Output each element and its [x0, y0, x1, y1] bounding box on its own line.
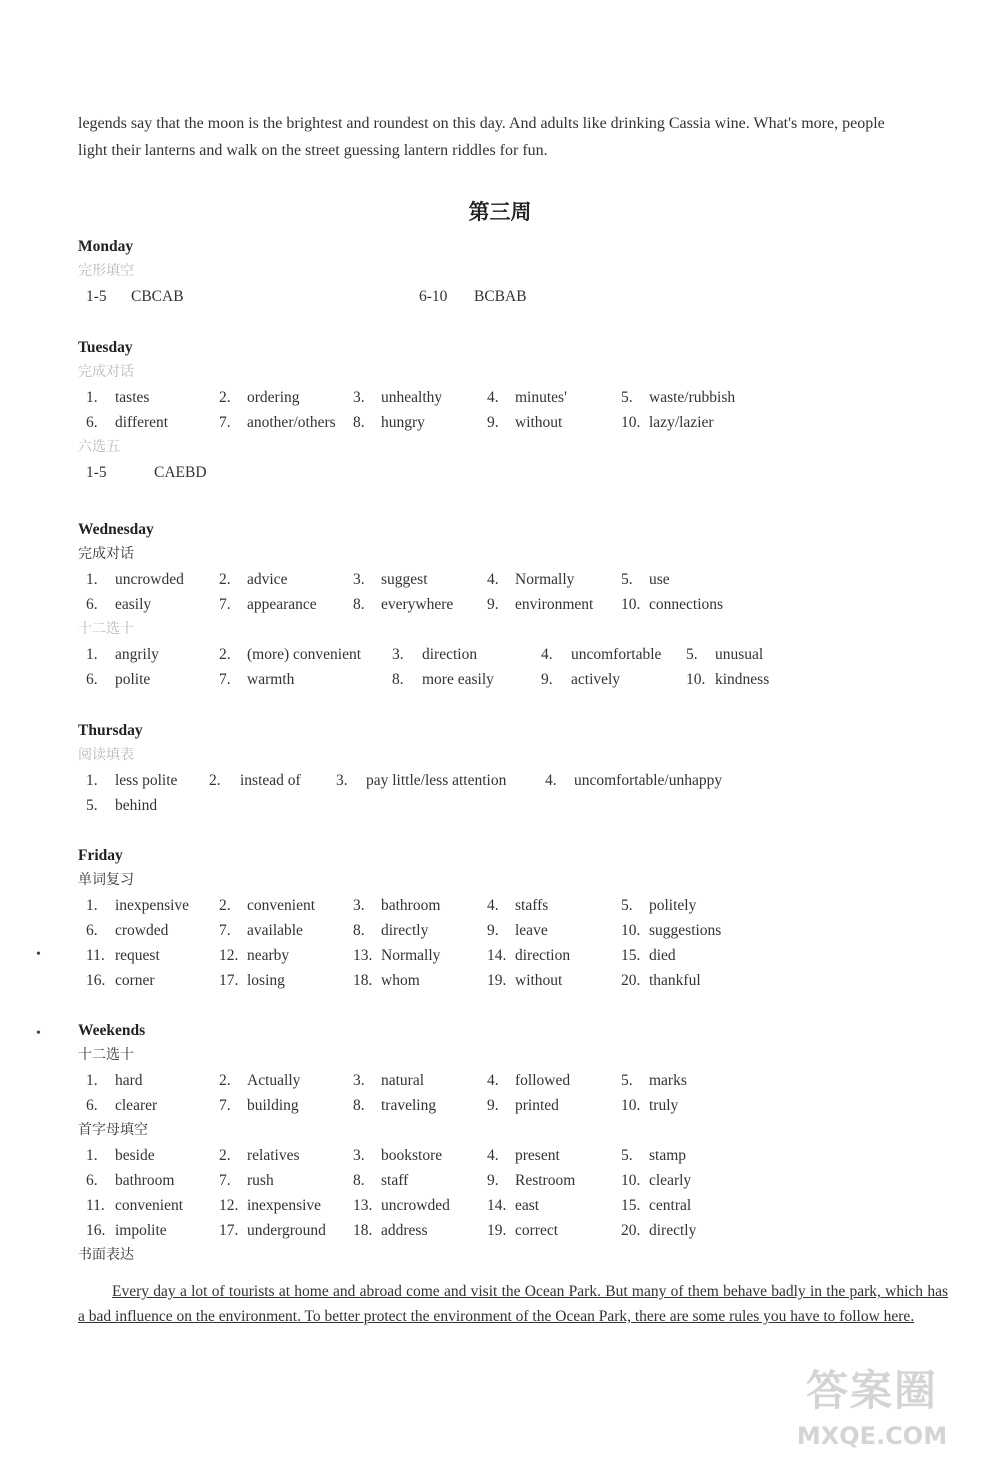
answer-value: correct [515, 1222, 559, 1239]
answer-number: 2. [219, 646, 231, 663]
answer-value: direction [422, 646, 478, 663]
answer-value: present [515, 1147, 560, 1164]
answer-value: actively [571, 671, 621, 688]
answer-value: different [115, 414, 169, 431]
answer-number: 3. [353, 1072, 365, 1089]
answer-number: 7. [219, 596, 231, 613]
answer-value: convenient [247, 897, 316, 914]
answer-number: 6. [86, 414, 98, 431]
answer-number: 6-10 [419, 288, 448, 305]
answer-number: 1. [86, 646, 98, 663]
answer-value: available [247, 922, 303, 939]
answer-rows [78, 284, 958, 309]
answer-number: 15. [621, 1197, 641, 1214]
answer-value: died [649, 947, 676, 964]
answer-value: relatives [247, 1147, 300, 1164]
answer-rows [78, 768, 958, 818]
answer-number: 17. [219, 1222, 239, 1239]
section-wednesday [78, 518, 958, 692]
answer-number: 9. [487, 922, 499, 939]
answer-value: unusual [715, 646, 764, 663]
answer-value: central [649, 1197, 692, 1214]
answer-number: 12. [219, 947, 239, 964]
answer-number: 10. [621, 596, 641, 613]
answer-value: underground [247, 1222, 326, 1239]
answer-value: lazy/lazier [649, 414, 714, 431]
answer-value: convenient [115, 1197, 184, 1214]
answer-number: 5. [621, 897, 633, 914]
answer-number: 2. [219, 1072, 231, 1089]
answer-value: environment [515, 596, 594, 613]
subsection-label: 单词复习 [78, 872, 134, 888]
answer-row [78, 793, 958, 818]
answer-number: 6. [86, 596, 98, 613]
answer-value: leave [515, 922, 548, 939]
answer-value: followed [515, 1072, 571, 1089]
answer-number: 4. [541, 646, 553, 663]
subsection-label: 十二选十 [78, 1047, 134, 1063]
answer-number: 8. [353, 1172, 365, 1189]
answer-value: behind [115, 797, 158, 814]
answer-number: 10. [686, 671, 706, 688]
answer-value: traveling [381, 1097, 437, 1114]
answer-value: whom [381, 972, 420, 989]
answer-value: crowded [115, 922, 169, 939]
answer-value: marks [649, 1072, 687, 1089]
answer-number: 3. [353, 389, 365, 406]
answer-rows [78, 1143, 958, 1243]
answer-value: without [515, 972, 563, 989]
answer-value: clearer [115, 1097, 158, 1114]
answer-number: 15. [621, 947, 641, 964]
answer-number: 16. [86, 972, 106, 989]
answer-number: 8. [353, 922, 365, 939]
answer-value: tastes [115, 389, 150, 406]
answer-value: nearby [247, 947, 290, 964]
answer-value: staff [381, 1172, 409, 1189]
answer-number: 1. [86, 1072, 98, 1089]
answer-number: 6. [86, 1097, 98, 1114]
answer-number: 3. [353, 1147, 365, 1164]
answer-number: 5. [621, 1147, 633, 1164]
intro-line-1: legends say that the moon is the brightest and roundest on this day. And adults like drinking Cassia wine. What's more, people [78, 115, 885, 132]
day-heading: Wednesday [78, 521, 154, 538]
answer-value: uncrowded [115, 571, 184, 588]
answer-number: 8. [392, 671, 404, 688]
subsection-label: 阅读填表 [78, 747, 134, 763]
answer-value: uncomfortable/unhappy [574, 772, 723, 789]
answer-value: connections [649, 596, 724, 613]
day-heading: Thursday [78, 722, 143, 739]
answer-number: 6. [86, 671, 98, 688]
answer-value: bookstore [381, 1147, 443, 1164]
answer-value: Normally [381, 947, 441, 964]
answer-value: politely [649, 897, 697, 914]
answer-number: 19. [487, 1222, 507, 1239]
answer-number: 3. [353, 897, 365, 914]
answer-value: Restroom [515, 1172, 576, 1189]
answer-row [78, 385, 958, 410]
answer-value: printed [515, 1097, 559, 1114]
answer-number: 5. [86, 797, 98, 814]
answer-row [78, 1168, 958, 1193]
answer-value: another/others [247, 414, 336, 431]
section-friday [78, 844, 958, 993]
answer-value: request [115, 947, 160, 964]
answer-number: 2. [219, 571, 231, 588]
answer-value: Normally [515, 571, 575, 588]
answer-value: losing [247, 972, 285, 989]
answer-number: 14. [487, 1197, 507, 1214]
answer-number: 1. [86, 571, 98, 588]
answer-number: 13. [353, 947, 373, 964]
subsection-label: 十二选十 [78, 621, 134, 637]
week-title: 第三周 [468, 200, 532, 224]
answer-number: 5. [621, 389, 633, 406]
answer-row [78, 284, 958, 309]
answer-value: suggestions [649, 922, 722, 939]
subsection-label: 六选五 [78, 439, 120, 455]
answer-value: hard [115, 1072, 143, 1089]
day-heading: Monday [78, 238, 134, 255]
answer-number: 4. [487, 897, 499, 914]
answer-number: 1. [86, 389, 98, 406]
section-tuesday [78, 336, 958, 485]
answer-number: 2. [219, 1147, 231, 1164]
answer-value: warmth [247, 671, 295, 688]
answer-rows [78, 460, 958, 485]
answer-rows [78, 1068, 958, 1118]
section-monday [78, 235, 958, 309]
section-weekends [78, 1019, 958, 1268]
answer-row [78, 768, 958, 793]
answer-row [78, 893, 958, 918]
answer-value: more easily [422, 671, 494, 688]
watermark-logo: 答案圈 [805, 1366, 938, 1415]
subsection-label: 首字母填空 [78, 1122, 148, 1138]
answer-number: 7. [219, 671, 231, 688]
subsection-label: 完成对话 [78, 546, 134, 562]
answer-number: 12. [219, 1197, 239, 1214]
answer-value: suggest [381, 571, 428, 588]
answer-value: (more) convenient [247, 646, 362, 663]
answer-value: uncomfortable [571, 646, 662, 663]
answer-row [78, 943, 958, 968]
answer-number: 11. [86, 947, 105, 964]
answer-value: corner [115, 972, 155, 989]
answer-number: 9. [487, 596, 499, 613]
answer-number: 6. [86, 1172, 98, 1189]
answer-value: pay little/less attention [366, 772, 507, 789]
answer-row [78, 1143, 958, 1168]
answer-value: building [247, 1097, 299, 1114]
subsection-label: 完形填空 [78, 263, 134, 279]
answer-number: 19. [487, 972, 507, 989]
answer-value: natural [381, 1072, 425, 1089]
answer-value: without [515, 414, 563, 431]
answer-number: 7. [219, 1097, 231, 1114]
answer-value: BCBAB [474, 288, 527, 305]
answer-number: 20. [621, 972, 641, 989]
answer-number: 9. [487, 414, 499, 431]
answer-number: 8. [353, 414, 365, 431]
watermark-url: MXQE.COM [796, 1422, 948, 1450]
answer-number: 10. [621, 1172, 641, 1189]
answer-number: 5. [621, 1072, 633, 1089]
answer-number: 4. [487, 389, 499, 406]
answer-number: 20. [621, 1222, 641, 1239]
intro-paragraph [78, 110, 948, 164]
answer-number: 2. [219, 389, 231, 406]
answer-value: hungry [381, 414, 425, 431]
answer-number: 3. [353, 571, 365, 588]
answer-value: everywhere [381, 596, 454, 613]
day-heading: Weekends [78, 1022, 146, 1039]
answer-value: directly [381, 922, 429, 939]
answer-value: minutes' [515, 389, 567, 406]
answer-value: CBCAB [131, 288, 184, 305]
answer-number: 2. [209, 772, 221, 789]
answer-value: polite [115, 671, 151, 688]
answer-value: inexpensive [115, 897, 190, 914]
answer-number: 3. [392, 646, 404, 663]
answer-number: 7. [219, 1172, 231, 1189]
answer-value: truly [649, 1097, 679, 1114]
answer-number: 17. [219, 972, 239, 989]
answer-number: 10. [621, 1097, 641, 1114]
answer-value: impolite [115, 1222, 167, 1239]
answer-number: 7. [219, 922, 231, 939]
answer-number: 13. [353, 1197, 373, 1214]
answer-value: bathroom [115, 1172, 175, 1189]
answer-value: appearance [247, 596, 317, 613]
answer-value: use [649, 571, 670, 588]
answer-number: 4. [487, 571, 499, 588]
answer-rows [78, 567, 958, 617]
answer-row [78, 592, 958, 617]
answer-rows [78, 642, 958, 692]
answer-value: CAEBD [154, 464, 207, 481]
answer-value: inexpensive [247, 1197, 322, 1214]
answer-value: thankful [649, 972, 701, 989]
answer-value: waste/rubbish [649, 389, 736, 406]
answer-number: 5. [686, 646, 698, 663]
answer-number: 18. [353, 972, 373, 989]
answer-value: unhealthy [381, 389, 443, 406]
answer-value: rush [247, 1172, 274, 1189]
margin-mark: • [36, 1026, 41, 1041]
answer-row [78, 1218, 958, 1243]
answer-number: 1. [86, 1147, 98, 1164]
intro-line-2: light their lanterns and walk on the street guessing lantern riddles for fun. [78, 142, 548, 159]
answer-number: 4. [545, 772, 557, 789]
answer-value: address [381, 1222, 428, 1239]
answer-row [78, 918, 958, 943]
answer-rows [78, 385, 958, 435]
answer-row [78, 1193, 958, 1218]
subsection-label: 书面表达 [78, 1247, 134, 1263]
answer-value: uncrowded [381, 1197, 450, 1214]
answer-number: 4. [487, 1147, 499, 1164]
answer-row [78, 968, 958, 993]
answer-number: 8. [353, 596, 365, 613]
answer-value: less polite [115, 772, 178, 789]
answer-number: 5. [621, 571, 633, 588]
answer-number: 14. [487, 947, 507, 964]
answer-value: instead of [240, 772, 301, 789]
answer-number: 9. [487, 1097, 499, 1114]
answer-number: 16. [86, 1222, 106, 1239]
answer-value: clearly [649, 1172, 692, 1189]
answer-number: 1-5 [86, 288, 107, 305]
answer-value: bathroom [381, 897, 441, 914]
day-heading: Friday [78, 847, 123, 864]
answer-number: 10. [621, 414, 641, 431]
answer-row [78, 1093, 958, 1118]
answer-row [78, 410, 958, 435]
answer-value: kindness [715, 671, 770, 688]
answer-value: direction [515, 947, 571, 964]
answer-number: 2. [219, 897, 231, 914]
answer-row [78, 1068, 958, 1093]
answer-number: 3. [336, 772, 348, 789]
answer-value: beside [115, 1147, 155, 1164]
subsection-label: 完成对话 [78, 364, 134, 380]
answer-row [78, 642, 958, 667]
answer-row [78, 667, 958, 692]
answer-row [78, 460, 958, 485]
answer-value: east [515, 1197, 540, 1214]
section-thursday [78, 719, 958, 818]
answer-number: 8. [353, 1097, 365, 1114]
answer-value: easily [115, 596, 152, 613]
answer-number: 9. [487, 1172, 499, 1189]
answer-number: 9. [541, 671, 553, 688]
watermark [782, 1361, 962, 1461]
answer-row [78, 567, 958, 592]
writing-essay [78, 1279, 948, 1329]
answer-value: advice [247, 571, 288, 588]
answer-number: 4. [487, 1072, 499, 1089]
answer-value: angrily [115, 646, 159, 663]
answer-number: 18. [353, 1222, 373, 1239]
answer-number: 1. [86, 897, 98, 914]
day-heading: Tuesday [78, 339, 133, 356]
answer-value: Actually [247, 1072, 301, 1089]
answer-value: staffs [515, 897, 549, 914]
answer-number: 1. [86, 772, 98, 789]
answer-number: 11. [86, 1197, 105, 1214]
answer-number: 1-5 [86, 464, 107, 481]
answer-rows [78, 893, 958, 993]
answer-number: 6. [86, 922, 98, 939]
answer-value: ordering [247, 389, 300, 406]
answer-number: 7. [219, 414, 231, 431]
answer-value: directly [649, 1222, 697, 1239]
margin-mark: • [36, 947, 41, 962]
answer-number: 10. [621, 922, 641, 939]
essay-text: Every day a lot of tourists at home and abroad come and visit the Ocean Park. But many of them behave badly in the park, which has a bad influence on the environment. To better protect the environment of the Ocean Park, there are some rules you have to follow here. [78, 1283, 948, 1325]
answer-value: stamp [649, 1147, 687, 1164]
